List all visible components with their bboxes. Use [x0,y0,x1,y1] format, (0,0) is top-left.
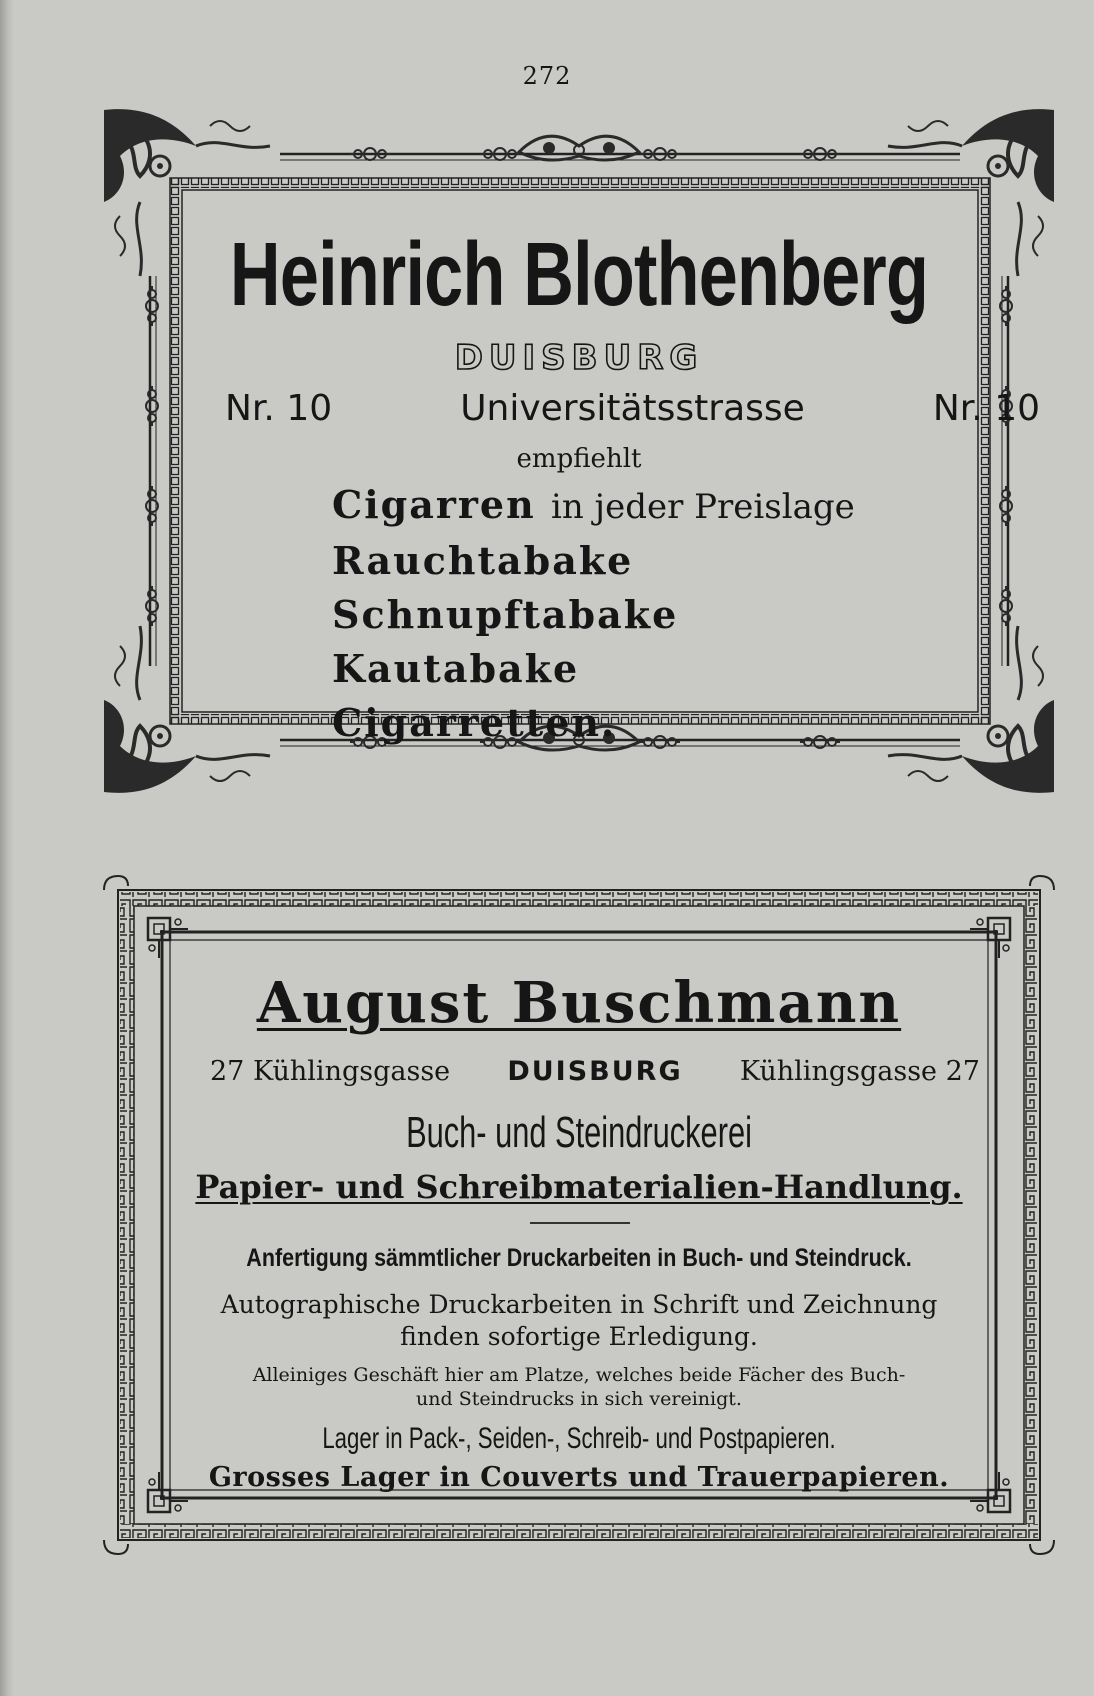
ad2-stock-line: Lager in Pack-, Seiden-, Schreib- und Postpapieren. [322,1422,836,1455]
ad1-company-name: Heinrich Blothenberg [229,225,929,325]
ad1-street-name: Universitätsstrasse [460,388,805,429]
ad2-note-line: Alleiniges Geschäft hier am Platze, welches beide Fächer des Buch- [252,1364,906,1386]
ad2-address-right: Kühlingsgasse 27 [739,1056,980,1087]
ad2-note-line: und Steindrucks in sich vereinigt. [416,1388,742,1410]
ad-august-buschmann [100,870,1058,1560]
page-edge [0,0,14,1696]
divider [530,1222,630,1224]
ad1-product-item [332,478,952,534]
ad1-house-number-left: Nr. 10 [225,388,333,429]
ad2-service-line: Anfertigung sämmtlicher Druckarbeiten in Buch- und Steindruck. [246,1244,912,1272]
ad2-address-line [210,1056,980,1087]
ad1-street-line [225,388,1040,429]
ad1-product-note: in jeder Preislage [550,487,855,527]
ad1-product-list [332,478,952,750]
ad2-business-subtype: Papier- und Schreibmaterialien-Handlung. [195,1168,963,1206]
ad2-service-line: finden sofortige Erledigung. [400,1322,758,1351]
ad1-city: DUISBURG [454,338,704,378]
ad2-address-left: 27 Kühlingsgasse [210,1056,451,1087]
ad2-city: DUISBURG [507,1056,683,1087]
ad1-house-number-right: Nr. 10 [932,388,1040,429]
ad1-product-cigarren: Cigarren [332,482,536,527]
ad1-intro: empfiehlt [516,444,642,474]
ad-heinrich-blothenberg [100,106,1058,868]
ad1-product-item: Kautabake [332,646,580,691]
ad2-stock-line: Grosses Lager in Couverts und Trauerpapieren. [208,1462,950,1493]
ad1-product-item: Schnupftabake [332,592,679,637]
ad2-service-line: Autographische Druckarbeiten in Schrift und Zeichnung [220,1290,938,1319]
page-number: 272 [522,62,572,90]
ad1-product-item: Cigarretten. [332,700,617,745]
ad2-business-type: Buch- und Steindruckerei [406,1108,752,1157]
ad2-company-name: August Buschmann [256,970,902,1036]
ad1-product-item: Rauchtabake [332,538,634,583]
